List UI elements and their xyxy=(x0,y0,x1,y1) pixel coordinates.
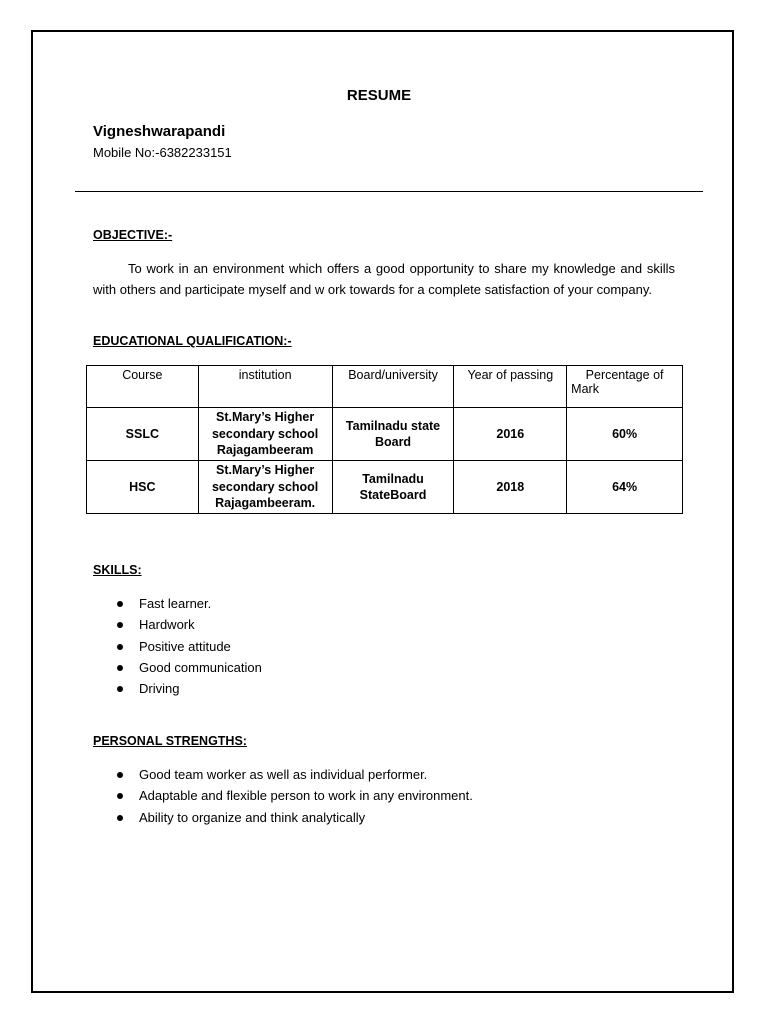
bullet-icon xyxy=(117,772,123,778)
table-row xyxy=(87,461,683,514)
strengths-heading: PERSONAL STRENGTHS: xyxy=(93,734,247,748)
bullet-icon xyxy=(117,622,123,628)
bullet-icon xyxy=(117,665,123,671)
cell-course: SSLC xyxy=(87,408,199,461)
column-header-institution: institution xyxy=(198,366,332,408)
cell-board: Tamilnadu state Board xyxy=(332,408,454,461)
cell-board: Tamilnadu StateBoard xyxy=(332,461,454,514)
bullet-icon xyxy=(117,815,123,821)
table-row xyxy=(87,408,683,461)
bullet-icon xyxy=(117,644,123,650)
document-title: RESUME xyxy=(346,87,412,104)
cell-year: 2016 xyxy=(454,408,567,461)
objective-heading: OBJECTIVE:- xyxy=(93,228,173,242)
bullet-icon xyxy=(117,601,123,607)
education-heading: EDUCATIONAL QUALIFICATION:- xyxy=(93,334,292,348)
skill-label: Driving xyxy=(139,681,180,697)
skills-list xyxy=(93,593,262,699)
cell-percentage: 60% xyxy=(567,408,683,461)
list-item xyxy=(93,636,262,657)
strength-label: Ability to organize and think analytically xyxy=(139,809,366,825)
skill-label: Good communication xyxy=(139,659,262,675)
cell-institution: St.Mary’s Higher secondary school Rajagambeeram xyxy=(198,408,332,461)
bullet-icon xyxy=(117,793,123,799)
skill-label: Fast learner. xyxy=(139,596,212,611)
list-item xyxy=(93,657,262,678)
list-item xyxy=(93,807,473,828)
list-item xyxy=(93,678,262,699)
list-item xyxy=(93,593,262,614)
candidate-name: Vigneshwarapandi xyxy=(93,123,226,140)
strengths-list xyxy=(93,764,473,828)
strength-label: Adaptable and flexible person to work in any environment. xyxy=(139,788,473,804)
objective-text: To work in an environment which offers a good opportunity to share my knowledge and skills with others and participate myself and w ork towards for a complete satisfaction of your company. xyxy=(93,261,675,297)
list-item xyxy=(93,764,473,785)
column-header-year: Year of passing xyxy=(454,366,567,408)
skill-label: Hardwork xyxy=(139,617,195,633)
skills-heading: SKILLS: xyxy=(93,563,142,577)
column-header-board: Board/university xyxy=(332,366,454,408)
cell-institution: St.Mary’s Higher secondary school Rajagambeeram. xyxy=(198,461,332,514)
cell-year: 2018 xyxy=(454,461,567,514)
list-item xyxy=(93,614,262,635)
bullet-icon xyxy=(117,686,123,692)
mobile-number: Mobile No:-6382233151 xyxy=(93,145,232,160)
cell-percentage: 64% xyxy=(567,461,683,514)
table-header-row xyxy=(87,366,683,408)
header-divider xyxy=(75,191,703,192)
strength-label: Good team worker as well as individual performer. xyxy=(139,767,428,782)
column-header-course: Course xyxy=(87,366,199,408)
column-header-percentage: Percentage of Mark xyxy=(567,366,683,408)
skill-label: Positive attitude xyxy=(139,638,231,654)
list-item xyxy=(93,785,473,806)
cell-course: HSC xyxy=(87,461,199,514)
education-table xyxy=(86,365,683,514)
